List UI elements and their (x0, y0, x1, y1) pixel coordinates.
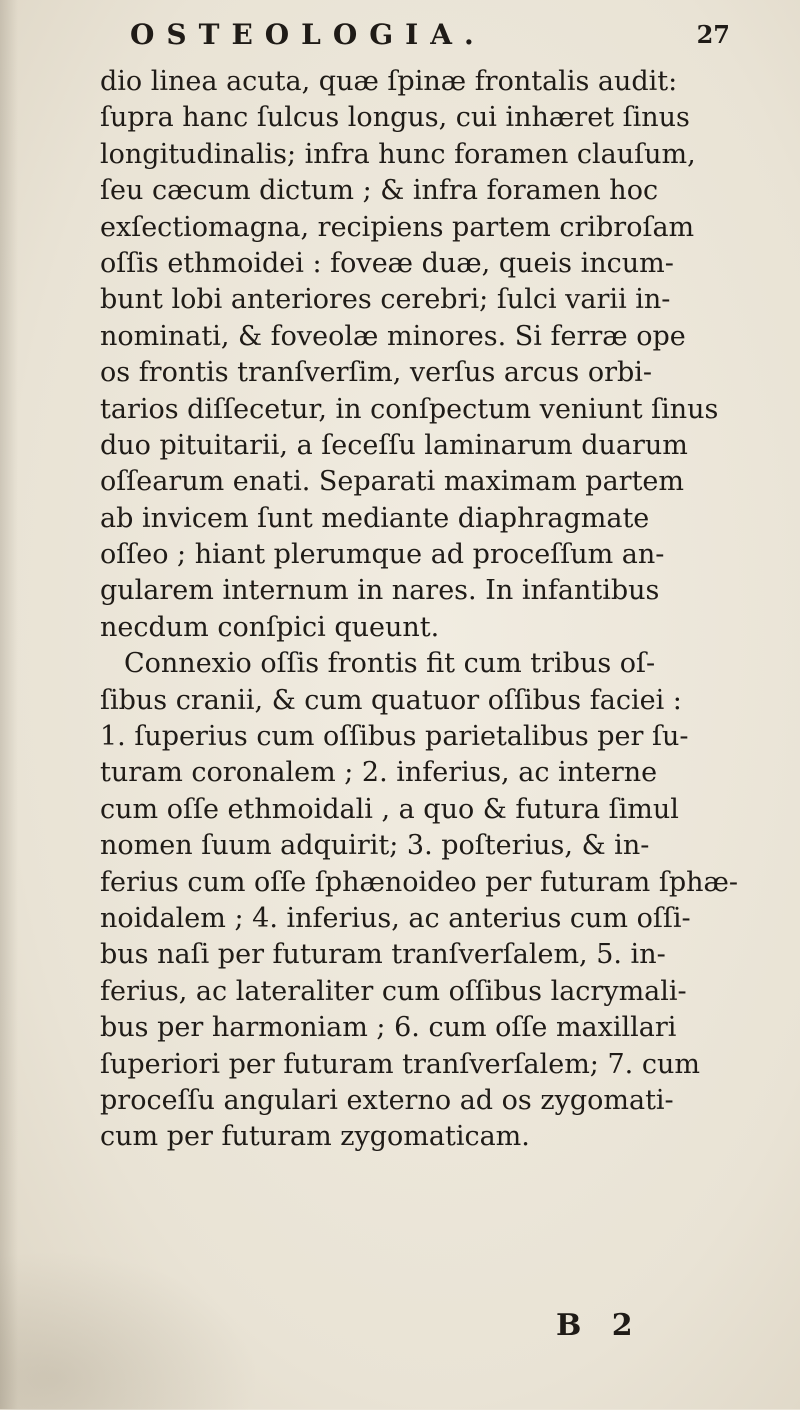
text-line: bunt lobi anteriores cerebri; ſulci varii in- (100, 284, 671, 316)
running-head-title: OSTEOLOGIA. (130, 18, 486, 51)
text-line: tarios diſſecetur, in conſpectum veniunt ſinus (100, 393, 719, 425)
body-text (100, 64, 780, 1156)
text-line: dio linea acuta, quæ ſpinæ frontalis audit: (100, 66, 678, 97)
text-line: ferius, ac lateraliter cum oſſibus lacrymali- (100, 975, 687, 1007)
text-line: cum per futuram zygomaticam. (100, 1121, 530, 1153)
text-line: ſibus cranii, & cum quatuor oſſibus faciei : (100, 684, 682, 716)
text-line: ſuperiori per futuram tranſverſalem; 7. cum (100, 1048, 700, 1080)
text-line: oſſearum enati. Separati maximam partem (100, 466, 685, 498)
text-line: oſſis ethmoidei : foveæ duæ, queis incum- (100, 247, 674, 279)
running-head (130, 18, 750, 58)
text-line: gularem internum in nares. In infantibus (100, 575, 660, 607)
page-number: 27 (696, 20, 730, 49)
text-line: longitudinalis; infra hunc foramen clauſum, (100, 138, 696, 170)
text-line: ſupra hanc ſulcus longus, cui inhæret ſinus (100, 102, 690, 134)
text-line: ſeu cæcum dictum ; & infra foramen hoc (100, 175, 659, 207)
text-line: duo pituitarii, a ſeceſſu laminarum duarum (100, 429, 688, 461)
signature-mark: B 2 (556, 1308, 643, 1343)
text-line: necdum conſpici queunt. (100, 611, 440, 643)
text-line: nomen ſuum adquirit; 3. poſterius, & in- (100, 830, 650, 862)
paragraph-start-line: Connexio oſſis frontis fit cum tribus oſ- (124, 648, 656, 680)
text-line: ferius cum oſſe ſphænoideo per futuram ſphæ- (100, 866, 738, 898)
text-line: cum oſſe ethmoidali , a quo & futura ſimul (100, 793, 679, 825)
text-line: ab invicem ſunt mediante diaphragmate (100, 502, 650, 534)
text-line: bus per harmoniam ; 6. cum oſſe maxillari (100, 1012, 677, 1044)
paper-stain (0, 1250, 260, 1410)
text-line: 1. ſuperius cum oſſibus parietalibus per ſu- (100, 721, 689, 753)
text-line: bus naſi per futuram tranſverſalem, 5. in- (100, 939, 666, 971)
text-line: proceſſu angulari externo ad os zygomati- (100, 1084, 674, 1116)
page-fold-shadow (0, 0, 18, 1409)
text-line: oſſeo ; hiant plerumque ad proceſſum an- (100, 539, 665, 571)
text-line: nominati, & foveolæ minores. Si ferræ ope (100, 320, 686, 352)
text-line: noidalem ; 4. inferius, ac anterius cum oſſi- (100, 902, 691, 934)
text-line: os frontis tranſverſim, verſus arcus orbi- (100, 357, 653, 389)
text-line: turam coronalem ; 2. inferius, ac interne (100, 757, 658, 789)
text-line: exſectiomagna, recipiens partem cribroſam (100, 211, 695, 243)
